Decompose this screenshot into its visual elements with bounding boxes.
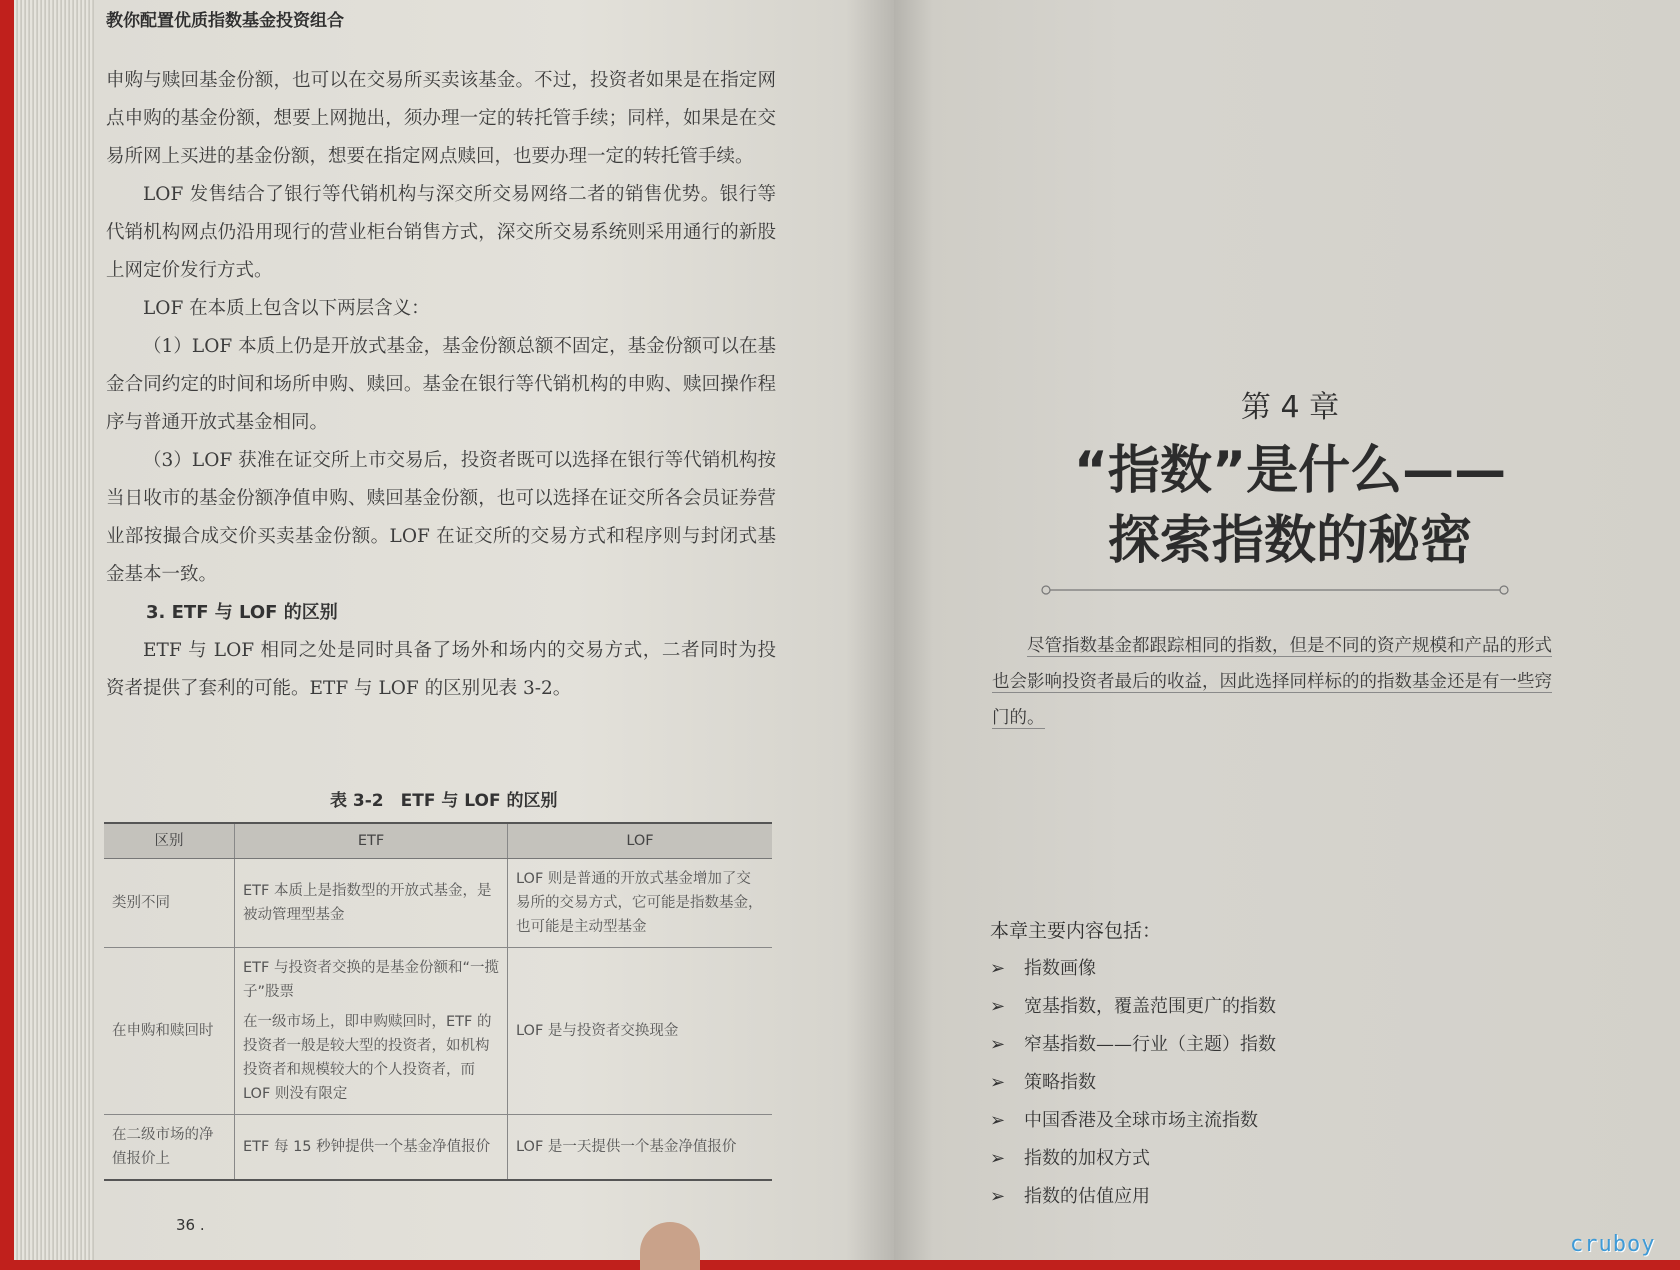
paragraph: ETF 与 LOF 相同之处是同时具备了场外和场内的交易方式，二者同时为投资者提供了套利的可能。ETF 与 LOF 的区别见表 3-2。 [106,640,776,699]
cell-text: 在一级市场上，即申购赎回时，ETF 的投资者一般是较大型的投资者，如机构投资者和规模较大的个人投资者，而 LOF 则没有限定 [243,1014,492,1102]
table-cell-etf [235,1115,508,1181]
list-item-text: 中国香港及全球市场主流指数 [1024,1110,1258,1131]
section-heading: 3. ETF 与 LOF 的区别 [146,602,338,623]
cell-text: LOF 则是普通的开放式基金增加了交易所的交易方式，它可能是指数基金，也可能是主动型基金 [516,871,763,935]
page-number: 36 . [176,1216,205,1234]
cell-text: ETF 本质上是指数型的开放式基金，是被动管理型基金 [243,883,492,923]
cell-text: LOF 是与投资者交换现金 [516,1023,679,1039]
list-item-text: 指数的估值应用 [1024,1186,1150,1207]
paragraph: LOF 发售结合了银行等代销机构与深交所交易网络二者的销售优势。银行等代销机构网点仍沿用现行的营业柜台销售方式，深交所交易系统则采用通行的新股上网定价发行方式。 [106,184,776,281]
page-edges [14,0,94,1260]
arrow-bullet-icon: ➢ [990,1148,1006,1169]
chapter-title-line: 探索指数的秘密 [1107,511,1472,571]
contents-list [990,950,1276,1216]
arrow-bullet-icon: ➢ [990,1034,1006,1055]
table-row-label: 在二级市场的净值报价上 [104,1115,235,1181]
list-item [990,950,1276,988]
ornament-divider [1040,584,1510,596]
table-caption: 表 3-2 ETF 与 LOF 的区别 [330,791,558,811]
ornament-dot-right [1500,586,1508,594]
arrow-bullet-icon: ➢ [990,1110,1006,1131]
table-row-label: 类别不同 [104,859,235,948]
list-item-text: 指数的加权方式 [1024,1148,1150,1169]
arrow-bullet-icon: ➢ [990,958,1006,979]
paragraph: 申购与赎回基金份额，也可以在交易所买卖该基金。不过，投资者如果是在指定网点申购的基金份额，想要上网抛出，须办理一定的转托管手续；同样，如果是在交易所网上买进的基金份额，想要在指定网点赎回，也要办理一定的转托管手续。 [106,70,776,167]
paragraph: LOF 在本质上包含以下两层含义： [143,298,430,319]
cell-text: LOF 是一天提供一个基金净值报价 [516,1139,737,1155]
paragraph: （3）LOF 获准在证交所上市交易后，投资者既可以选择在银行等代销机构按当日收市的基金份额净值申购、赎回基金份额，也可以选择在证交所各会员证券营业部按撮合成交价买卖基金份额。LOF 在证交所的交易方式和程序则与封闭式基金基本一致。 [106,450,776,585]
table-cell-lof [508,948,773,1115]
table-row [104,1115,772,1181]
table-header-row [104,823,772,859]
table-cell-etf [235,948,508,1115]
list-item [990,1140,1276,1178]
running-head: 教你配置优质指数基金投资组合 [106,11,344,31]
arrow-bullet-icon: ➢ [990,1186,1006,1207]
left-body-text [106,62,776,708]
chapter-title-line: “指数”是什么—— [1073,441,1507,501]
chapter-intro-text: 尽管指数基金都跟踪相同的指数，但是不同的资产规模和产品的形式也会影响投资者最后的收益，因此选择同样标的的指数基金还是有一些窍门的。 [992,636,1552,728]
contents-heading: 本章主要内容包括： [990,920,1162,942]
table-header: ETF [235,823,508,859]
list-item [990,1026,1276,1064]
table-cell-etf [235,859,508,948]
table-header: 区别 [104,823,235,859]
arrow-bullet-icon: ➢ [990,996,1006,1017]
list-item [990,1064,1276,1102]
table-cell-lof [508,859,773,948]
table-row-label: 在申购和赎回时 [104,948,235,1115]
chapter-title [1060,436,1520,576]
table-cell-lof [508,1115,773,1181]
chapter-intro [992,628,1552,736]
list-item-text: 策略指数 [1024,1072,1096,1093]
table-row [104,859,772,948]
watermark: cruboy [1570,1232,1656,1257]
list-item [990,1178,1276,1216]
cell-text: ETF 与投资者交换的是基金份额和“一揽子”股票 [243,960,499,1000]
list-item [990,988,1276,1026]
list-item-text: 宽基指数，覆盖范围更广的指数 [1024,996,1276,1017]
ornament-dot-left [1042,586,1050,594]
cell-text: ETF 每 15 秒钟提供一个基金净值报价 [243,1139,491,1155]
comparison-table [104,822,772,1181]
list-item-text: 窄基指数——行业（主题）指数 [1024,1034,1276,1055]
paragraph: （1）LOF 本质上仍是开放式基金，基金份额总额不固定，基金份额可以在基金合同约定的时间和场所申购、赎回。基金在银行等代销机构的申购、赎回操作程序与普通开放式基金相同。 [106,336,776,433]
list-item-text: 指数画像 [1024,958,1096,979]
table-header: LOF [508,823,773,859]
list-item [990,1102,1276,1140]
chapter-number: 第 4 章 [1240,390,1340,425]
table-row [104,948,772,1115]
arrow-bullet-icon: ➢ [990,1072,1006,1093]
